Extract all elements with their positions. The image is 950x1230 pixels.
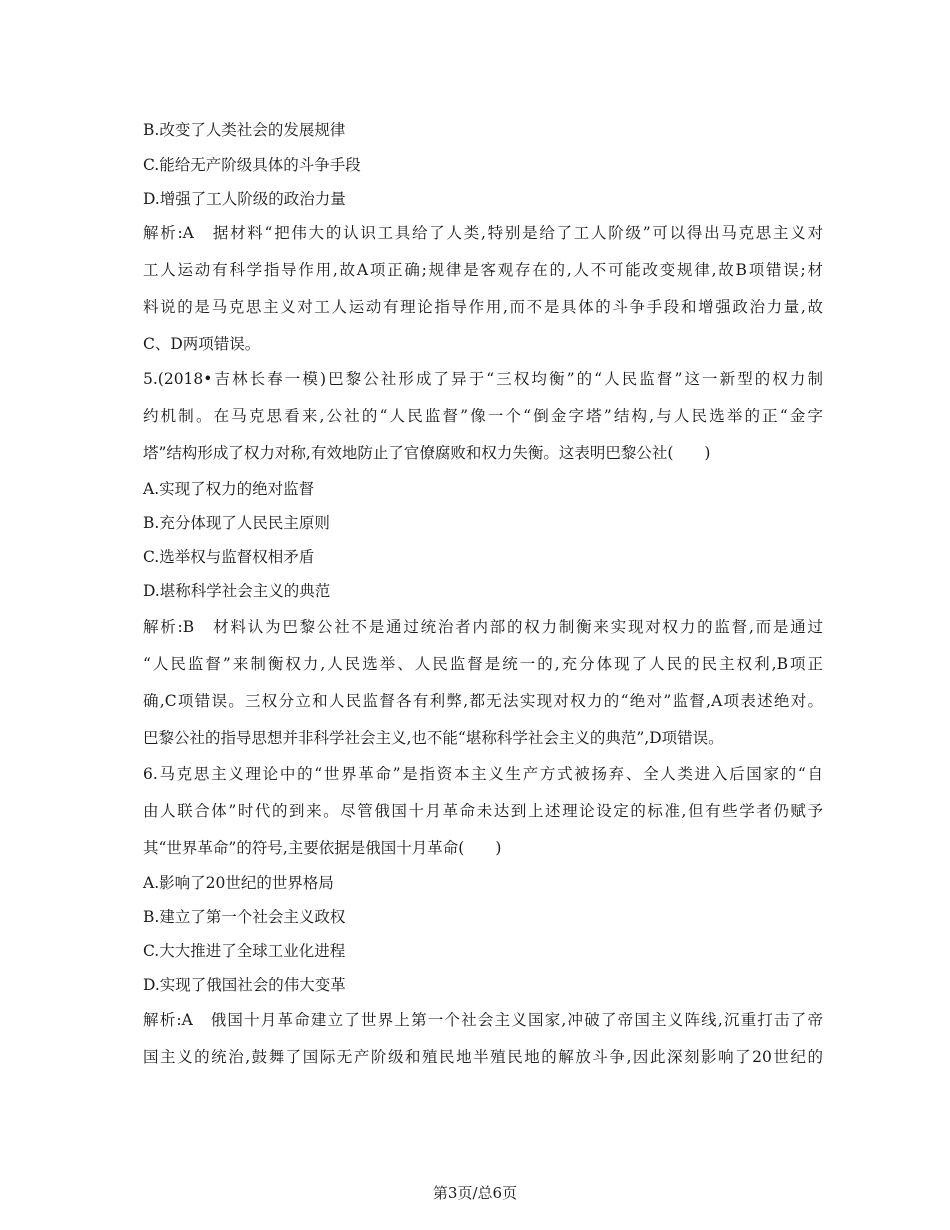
question-5-text: 塔”结构形成了权力对称,有效地防止了官僚腐败和权力失衡。这表明巴黎公社( ) <box>143 444 711 462</box>
analysis-line: C、D两项错误。 <box>143 335 261 353</box>
analysis-line: 解析:B 材料认为巴黎公社不是通过统治者内部的权力制衡来实现对权力的监督,而是通过 <box>143 618 823 636</box>
option-c: C.大大推进了全球工业化进程 <box>143 942 346 960</box>
question-5-text: 约机制。在马克思看来,公社的“人民监督”像一个“倒金字塔”结构,与人民选举的正“金字 <box>143 407 823 425</box>
option-b: B.充分体现了人民民主原则 <box>143 514 330 532</box>
analysis-line: “人民监督”来制衡权力,人民选举、人民监督是统一的,充分体现了人民的民主权利,B项正 <box>143 655 823 673</box>
option-c: C.能给无产阶级具体的斗争手段 <box>143 156 361 174</box>
analysis-line: 解析:A 据材料“把伟大的认识工具给了人类,特别是给了工人阶级”可以得出马克思主义对 <box>143 224 823 242</box>
analysis-line: 巴黎公社的指导思想并非科学社会主义,也不能“堪称科学社会主义的典范”,D项错误。 <box>143 729 724 747</box>
analysis-line: 料说的是马克思主义对工人运动有理论指导作用,而不是具体的斗争手段和增强政治力量,故 <box>143 298 823 316</box>
option-d: D.堪称科学社会主义的典范 <box>143 582 331 600</box>
option-d: D.增强了工人阶级的政治力量 <box>143 190 346 208</box>
question-6-text: 6.马克思主义理论中的“世界革命”是指资本主义生产方式被扬弃、全人类进入后国家的“自 <box>143 765 823 783</box>
analysis-line: 工人运动有科学指导作用,故A项正确;规律是客观存在的,人不可能改变规律,故B项错误;材 <box>143 261 823 279</box>
option-a: A.影响了20世纪的世界格局 <box>143 874 334 892</box>
option-b: B.建立了第一个社会主义政权 <box>143 908 346 926</box>
option-a: A.实现了权力的绝对监督 <box>143 480 315 498</box>
option-b: B.改变了人类社会的发展规律 <box>143 121 346 139</box>
analysis-line: 国主义的统治,鼓舞了国际无产阶级和殖民地半殖民地的解放斗争,因此深刻影响了20世纪的 <box>143 1048 823 1066</box>
question-6-text: 由人联合体”时代的到来。尽管俄国十月革命未达到上述理论设定的标准,但有些学者仍赋予 <box>143 802 823 820</box>
analysis-line: 确,C项错误。三权分立和人民监督各有利弊,都无法实现对权力的“绝对”监督,A项表述绝对。 <box>143 692 823 710</box>
option-c: C.选举权与监督权相矛盾 <box>143 548 315 566</box>
question-5-text: 5.(2018•吉林长春一模)巴黎公社形成了异于“三权均衡”的“人民监督”这一新型的权力制 <box>143 370 823 388</box>
analysis-line: 解析:A 俄国十月革命建立了世界上第一个社会主义国家,冲破了帝国主义阵线,沉重打击了帝 <box>143 1011 823 1029</box>
page-number: 第3页/总6页 <box>432 1184 518 1202</box>
question-6-text: 其“世界革命”的符号,主要依据是俄国十月革命( ) <box>143 839 502 857</box>
option-d: D.实现了俄国社会的伟大变革 <box>143 976 346 994</box>
